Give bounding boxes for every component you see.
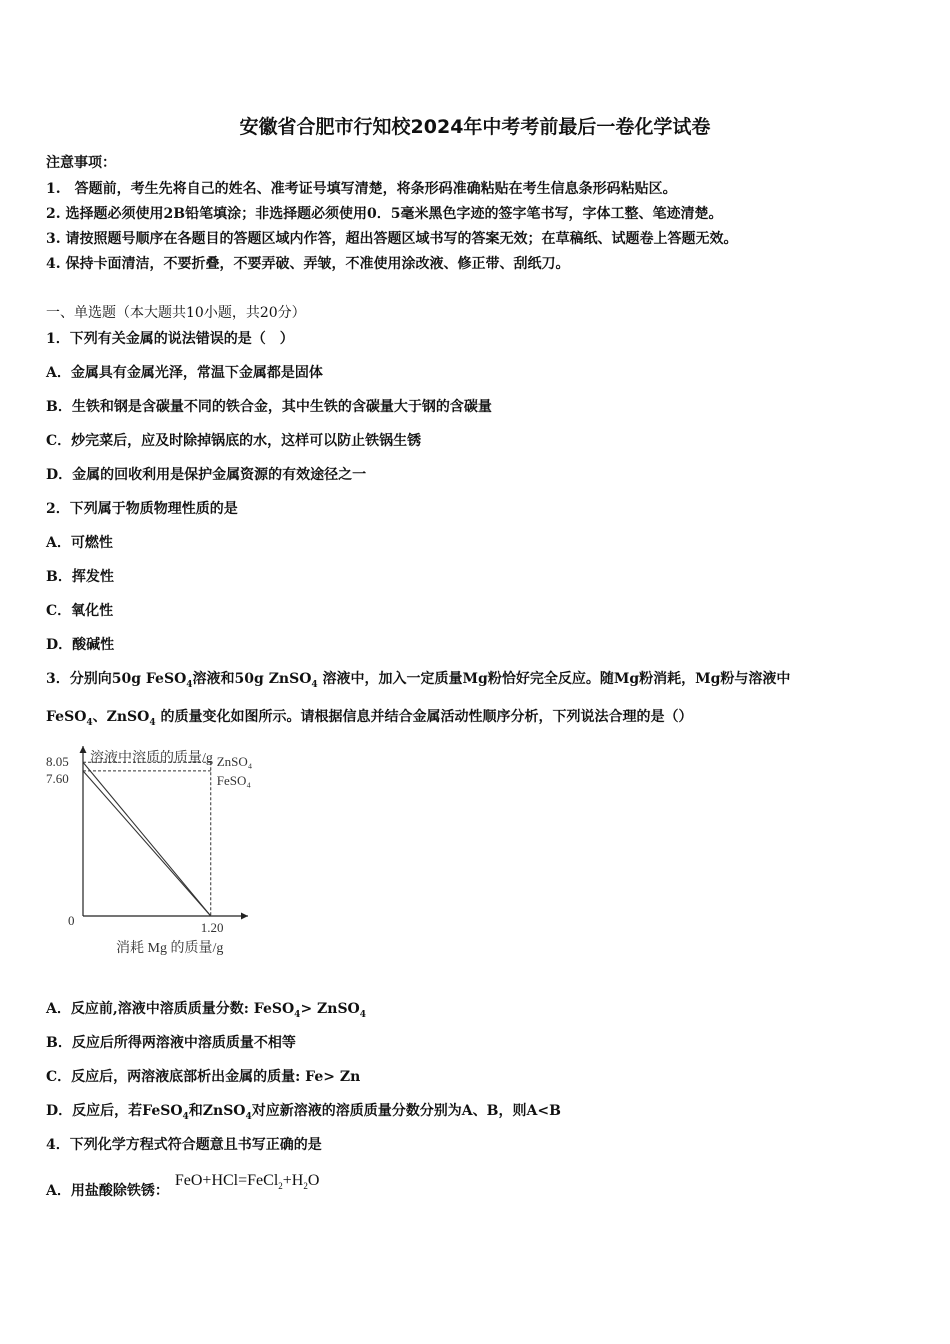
series-feso4-line [83, 771, 211, 916]
y-axis-label: 溶液中溶质的质量/g [90, 751, 213, 766]
mass-chart [40, 740, 280, 970]
legend-znso4: ZnSO₄ [216, 754, 253, 770]
q4-option-a: A．用盐酸除铁锈：$FeO+HCl=FeCl_2+H_2O$ [46, 1172, 320, 1199]
q2-option-c: C．氧化性 [46, 603, 114, 619]
series-znso4-line [83, 762, 211, 916]
q1-option-d: D．金属的回收利用是保护金属资源的有效途径之一 [46, 467, 367, 483]
q3-stem-line1: 3．分别向50g FeSO$_4$溶液和50g ZnSO$_4$ 溶液中，加入一定质量Mg粉恰好完全反应。随Mg粉消耗，Mg粉与溶液中 [46, 671, 791, 690]
q2-option-a: A．可燃性 [46, 535, 113, 551]
page-title: 安徽省合肥市行知校2024年中考考前最后一卷化学试卷 [239, 116, 711, 138]
y-tick-8.05: 8.05 [46, 754, 69, 770]
q1-option-c: C．炒完菜后，应及时除掉锅底的水，这样可以防止铁锅生锈 [46, 433, 422, 449]
section-heading: 一、单选题（本大题共10小题，共20分） [46, 305, 306, 321]
notice-item-3: 3. 请按照题号顺序在各题目的答题区域内作答，超出答题区域书写的答案无效；在草稿纸、试题卷上答题无效。 [46, 231, 738, 247]
y-tick-7.60: 7.60 [46, 770, 69, 786]
x-tick-1.20: 1.20 [200, 920, 224, 935]
notice-item-4: 4. 保持卡面清洁，不要折叠，不要弄破、弄皱，不准使用涂改液、修正带、刮纸刀。 [46, 256, 570, 272]
q4-equation: $FeO+HCl=FeCl_2+H_2O$ [174, 1172, 320, 1192]
q3-option-c: C．反应后，两溶液底部析出金属的质量: Fe> Zn [46, 1069, 361, 1085]
q2-stem: 2．下列属于物质物理性质的是 [46, 501, 238, 517]
q4-stem: 4．下列化学方程式符合题意且书写正确的是 [46, 1137, 322, 1153]
q1-option-a: A．金属具有金属光泽，常温下金属都是固体 [46, 365, 323, 381]
q1-stem: 1．下列有关金属的说法错误的是（ ） [46, 331, 294, 347]
legend-feso4: FeSO₄ [216, 772, 251, 788]
q3-option-a: A．反应前,溶液中溶质质量分数: FeSO$_4$> ZnSO$_4$ [46, 1001, 367, 1020]
q2-option-b: B．挥发性 [46, 569, 114, 585]
notice-item-1: 1. 答题前，考生先将自己的姓名、准考证号填写清楚，将条形码准确粘贴在考生信息条形码粘贴区。 [46, 181, 677, 197]
q1-option-b: B．生铁和钢是含碳量不同的铁合金，其中生铁的含碳量大于钢的含碳量 [46, 399, 492, 415]
x-axis-label: 消耗 Mg 的质量/g [116, 941, 224, 956]
notice-heading: 注意事项： [46, 155, 116, 171]
notice-item-2: 2. 选择题必须使用2B铅笔填涂；非选择题必须使用0．5毫米黑色字迹的签字笔书写，字体工整、笔迹清楚。 [46, 206, 723, 222]
q2-option-d: D．酸碱性 [46, 637, 115, 653]
q3-option-b: B．反应后所得两溶液中溶质质量不相等 [46, 1035, 296, 1051]
q3-option-d: D．反应后，若FeSO$_4$和ZnSO$_4$对应新溶液的溶质质量分数分别为A、B，则A<B [46, 1103, 561, 1122]
q3-stem-line2: FeSO$_4$、ZnSO$_4$ 的质量变化如图所示。请根据信息并结合金属活动性顺序分析，下列说法合理的是（） [46, 709, 693, 728]
origin-label: 0 [68, 913, 75, 928]
